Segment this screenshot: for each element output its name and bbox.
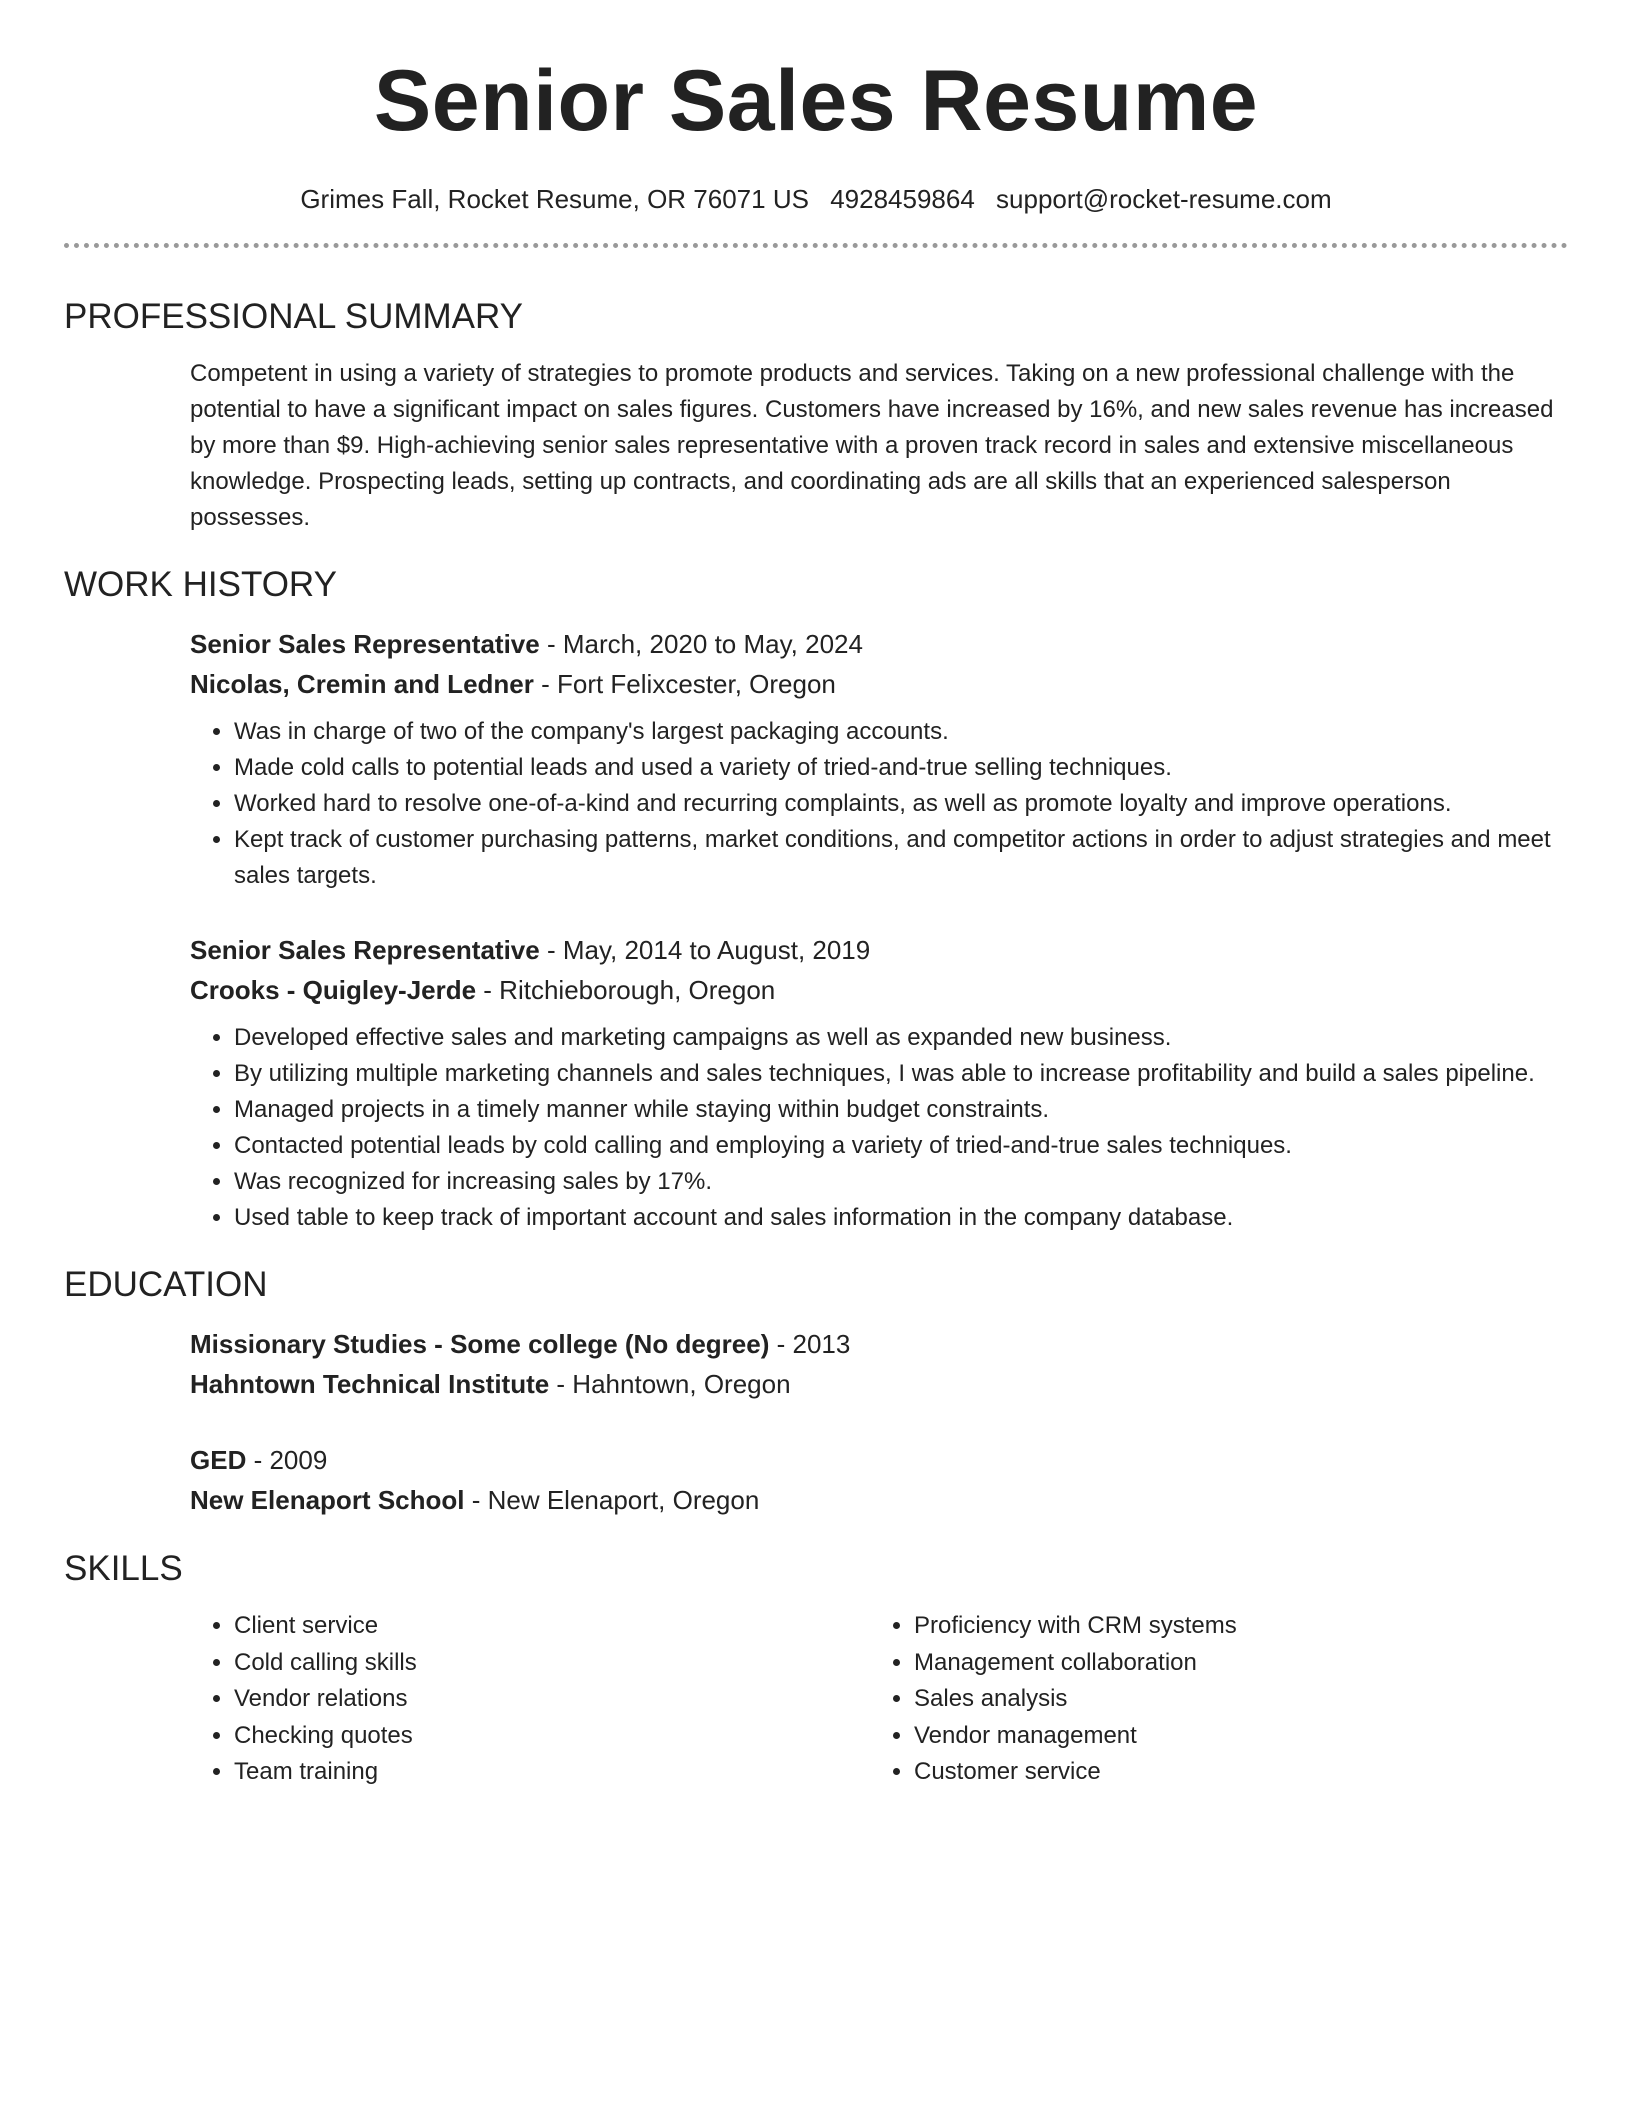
job-role: Senior Sales Representative — [190, 935, 540, 966]
job-duties-list — [190, 1020, 1568, 1236]
skill-item: • Cold calling skills — [234, 1645, 870, 1682]
education-entry — [190, 1440, 1568, 1520]
education-body — [190, 1324, 1568, 1520]
summary-body — [190, 356, 1568, 536]
education-heading: EDUCATION — [64, 1265, 268, 1305]
job-duty-item: • Kept track of customer purchasing patterns, market conditions, and competitor actions in order to adjust strategies and meet sales targets. — [234, 822, 1568, 894]
job-duty-item: • Was recognized for increasing sales by 17%. — [234, 1164, 1568, 1200]
skills-column-left — [190, 1608, 870, 1791]
job-duty-item: • Was in charge of two of the company's largest packaging accounts. — [234, 714, 1568, 750]
skill-item: • Management collaboration — [914, 1645, 1550, 1682]
skills-section — [64, 1548, 1568, 1791]
skills-list — [190, 1608, 870, 1791]
work-history-heading: WORK HISTORY — [64, 565, 337, 605]
education-section — [64, 1264, 1568, 1520]
job-dates: - May, 2014 to August, 2019 — [539, 935, 871, 966]
job-title-line — [190, 930, 1568, 970]
job-location: - Fort Felixcester, Oregon — [533, 669, 836, 700]
education-entry — [190, 1324, 1568, 1404]
contact-address: Grimes Fall, Rocket Resume, OR 76071 US — [300, 184, 809, 214]
job-company: Nicolas, Cremin and Ledner — [190, 669, 534, 700]
summary-heading: PROFESSIONAL SUMMARY — [64, 297, 523, 337]
job-duty-item: • Used table to keep track of important account and sales information in the company database. — [234, 1200, 1568, 1236]
job-entry — [190, 930, 1568, 1236]
job-duty-item: • Worked hard to resolve one-of-a-kind and recurring complaints, as well as promote loyalty and improve operations. — [234, 786, 1568, 822]
skill-item: • Vendor management — [914, 1718, 1550, 1755]
resume-title: Senior Sales Resume — [373, 53, 1259, 149]
school-location: - Hahntown, Oregon — [549, 1369, 791, 1400]
skill-item: • Customer service — [914, 1754, 1550, 1791]
summary-section — [64, 296, 1568, 536]
job-duties-list — [190, 714, 1568, 894]
job-role: Senior Sales Representative — [190, 629, 540, 660]
job-company-line — [190, 970, 1568, 1010]
school-name: New Elenaport School — [190, 1485, 465, 1516]
school-line — [190, 1480, 1568, 1520]
summary-text: Competent in using a variety of strategies to promote products and services. Taking on a new professional challenge with the potential to have a significant impact on sales figures. Customers have increased by 16%, and new sales revenue has increased by more than $9. High-achieving senior sales representative with a proven track record in sales and extensive miscellaneous knowledge. Prospecting leads, setting up contracts, and coordinating ads are all skills that an experienced salesperson possesses. — [190, 360, 1554, 532]
contact-line — [64, 184, 1568, 215]
job-duty-item: • Made cold calls to potential leads and used a variety of tried-and-true selling techniques. — [234, 750, 1568, 786]
skill-item: • Team training — [234, 1754, 870, 1791]
job-entry — [190, 624, 1568, 894]
degree-line — [190, 1440, 1568, 1480]
degree-line — [190, 1324, 1568, 1364]
school-name: Hahntown Technical Institute — [190, 1369, 550, 1400]
skill-item: • Sales analysis — [914, 1681, 1550, 1718]
school-location: - New Elenaport, Oregon — [464, 1485, 760, 1516]
skills-heading: SKILLS — [64, 1549, 183, 1589]
skills-list — [870, 1608, 1550, 1791]
skills-column-right — [870, 1608, 1550, 1791]
school-line — [190, 1364, 1568, 1404]
contact-email: support@rocket-resume.com — [996, 184, 1332, 214]
degree-year: - 2009 — [246, 1445, 328, 1476]
job-dates: - March, 2020 to May, 2024 — [539, 629, 863, 660]
skill-item: • Proficiency with CRM systems — [914, 1608, 1550, 1645]
job-location: - Ritchieborough, Oregon — [476, 975, 776, 1006]
job-title-line — [190, 624, 1568, 664]
job-duty-item: • Managed projects in a timely manner while staying within budget constraints. — [234, 1092, 1568, 1128]
job-duty-item: • Contacted potential leads by cold calling and employing a variety of tried-and-true sales techniques. — [234, 1128, 1568, 1164]
work-history-body — [190, 624, 1568, 1236]
skills-grid — [190, 1608, 1568, 1791]
contact-phone: 4928459864 — [830, 184, 975, 214]
degree-name: GED — [190, 1445, 247, 1476]
job-duty-item: • By utilizing multiple marketing channels and sales techniques, I was able to increase profitability and build a sales pipeline. — [234, 1056, 1568, 1092]
header-divider — [64, 243, 1568, 248]
job-duty-item: • Developed effective sales and marketing campaigns as well as expanded new business. — [234, 1020, 1568, 1056]
job-company-line — [190, 664, 1568, 704]
skill-item: • Client service — [234, 1608, 870, 1645]
degree-year: - 2013 — [769, 1329, 851, 1360]
job-company: Crooks - Quigley-Jerde — [190, 975, 477, 1006]
work-history-section — [64, 564, 1568, 1236]
degree-name: Missionary Studies - Some college (No degree) — [190, 1329, 770, 1360]
skill-item: • Checking quotes — [234, 1718, 870, 1755]
skill-item: • Vendor relations — [234, 1681, 870, 1718]
